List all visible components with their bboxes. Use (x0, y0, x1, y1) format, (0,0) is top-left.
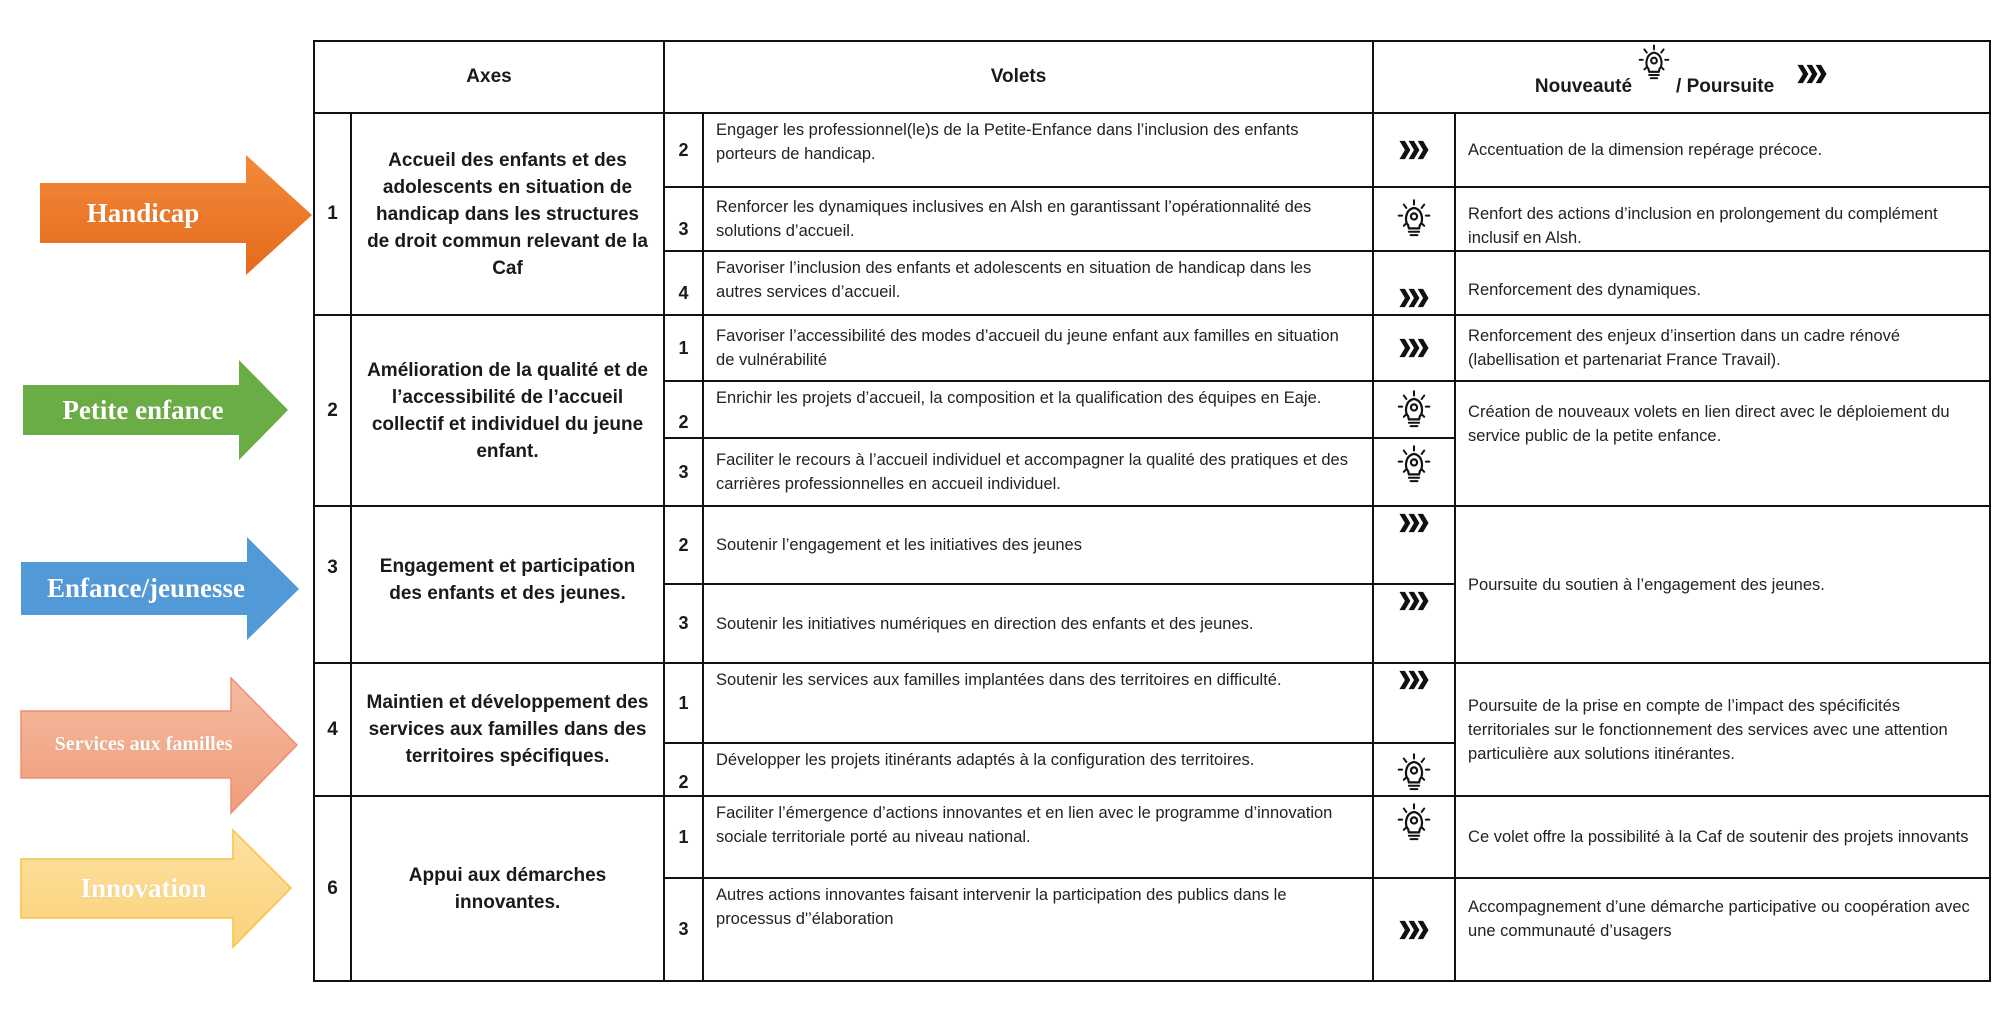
status-cell (1373, 251, 1455, 315)
comment: Renforcement des enjeux d’insertion dans un cadre rénové (labellisation et partenariat France Travail). (1455, 315, 1990, 381)
axe-number: 6 (314, 796, 351, 981)
volet-text: Soutenir l’engagement et les initiatives des jeunes (703, 506, 1373, 584)
arrow-enfance-jeunesse (21, 537, 299, 640)
header-volets: Volets (664, 41, 1373, 113)
axe-label: Appui aux démarches innovantes. (351, 796, 664, 981)
triple-chevron-icon (1398, 288, 1430, 308)
lightbulb-icon (1397, 390, 1431, 430)
triple-chevron-icon (1796, 64, 1828, 84)
arrow-handicap (40, 155, 312, 275)
volet-number: 3 (664, 187, 703, 251)
comment: Poursuite du soutien à l’engagement des jeunes. (1455, 506, 1990, 663)
lightbulb-icon (1397, 803, 1431, 843)
volet-text: Engager les professionnel(le)s de la Petite-Enfance dans l’inclusion des enfants porteurs de handicap. (703, 113, 1373, 187)
axe-label: Engagement et participation des enfants et des jeunes. (351, 506, 664, 663)
volet-number: 2 (664, 113, 703, 187)
arrow-innovation (21, 830, 291, 947)
comment: Renforcement des dynamiques. (1455, 251, 1990, 315)
volet-text: Soutenir les services aux familles implantées dans des territoires en difficulté. (703, 663, 1373, 743)
status-cell (1373, 878, 1455, 981)
table-row (314, 796, 1990, 878)
axe-number: 2 (314, 315, 351, 506)
axe-number: 3 (314, 506, 351, 663)
triple-chevron-icon (1398, 338, 1430, 358)
lightbulb-icon (1397, 753, 1431, 793)
header-nouveaute: Nouveauté (1534, 76, 1633, 97)
arrow-label: Enfance/jeunesse (47, 573, 245, 603)
volet-text: Favoriser l’accessibilité des modes d’accueil du jeune enfant aux familles en situation de vulnérabilité (703, 315, 1373, 381)
volet-text: Soutenir les initiatives numériques en direction des enfants et des jeunes. (703, 584, 1373, 663)
comment: Poursuite de la prise en compte de l’impact des spécificités territoriales sur le fonctionnement des services avec une attention particulière aux solutions itinérantes. (1455, 663, 1990, 796)
volet-text: Enrichir les projets d’accueil, la composition et la qualification des équipes en Eaje. (703, 381, 1373, 438)
status-cell (1373, 381, 1455, 438)
volet-text: Développer les projets itinérants adaptés à la configuration des territoires. (703, 743, 1373, 796)
status-cell (1373, 584, 1455, 663)
lightbulb-icon (1397, 199, 1431, 239)
axe-number: 1 (314, 113, 351, 315)
lightbulb-icon (1638, 44, 1670, 82)
status-cell (1373, 315, 1455, 381)
axe-label: Amélioration de la qualité et de l’accessibilité de l’accueil collectif et individuel du jeune enfant. (351, 315, 664, 506)
arrow-petite-enfance (23, 360, 288, 460)
triple-chevron-icon (1398, 513, 1430, 533)
volet-number: 1 (664, 796, 703, 878)
triple-chevron-icon (1398, 591, 1430, 611)
table-row (314, 506, 1990, 584)
triple-chevron-icon (1398, 920, 1430, 940)
arrow-label: Petite enfance (62, 394, 224, 425)
axe-label: Accueil des enfants et des adolescents en situation de handicap dans les structures de droit commun relevant de la Caf (351, 113, 664, 315)
table-row (314, 663, 1990, 743)
comment: Renfort des actions d’inclusion en prolongement du complément inclusif en Alsh. (1455, 187, 1990, 251)
volet-number: 3 (664, 584, 703, 663)
volet-number: 4 (664, 251, 703, 315)
lightbulb-icon (1397, 445, 1431, 485)
header-row (314, 41, 1990, 113)
status-cell (1373, 796, 1455, 878)
comment: Accompagnement d’une démarche participative ou coopération avec une communauté d’usagers (1455, 878, 1990, 981)
volet-text: Renforcer les dynamiques inclusives en Alsh en garantissant l’opérationnalité des solutions d’accueil. (703, 187, 1373, 251)
status-cell (1373, 438, 1455, 506)
status-cell (1373, 663, 1455, 743)
table-row (314, 113, 1990, 187)
arrow-label: Handicap (86, 197, 200, 228)
triple-chevron-icon (1398, 670, 1430, 690)
arrow-label: Services aux familles (54, 733, 233, 755)
status-cell (1373, 113, 1455, 187)
volet-number: 3 (664, 438, 703, 506)
axe-number: 4 (314, 663, 351, 796)
status-cell (1373, 187, 1455, 251)
volet-number: 1 (664, 663, 703, 743)
triple-chevron-icon (1398, 140, 1430, 160)
volet-text: Favoriser l’inclusion des enfants et adolescents en situation de handicap dans les autres services d’accueil. (703, 251, 1373, 315)
volet-number: 2 (664, 743, 703, 796)
header-axes: Axes (314, 41, 664, 113)
volet-number: 1 (664, 315, 703, 381)
volet-text: Autres actions innovantes faisant intervenir la participation des publics dans le processus d'’élaboration (703, 878, 1373, 981)
header-poursuite: / Poursuite (1676, 76, 1775, 97)
comment: Accentuation de la dimension repérage précoce. (1455, 113, 1990, 187)
volet-number: 2 (664, 381, 703, 438)
volet-text: Faciliter l’émergence d’actions innovantes et en lien avec le programme d’innovation sociale territoriale porté au niveau national. (703, 796, 1373, 878)
status-cell (1373, 506, 1455, 584)
programme-table (313, 40, 1991, 982)
arrow-services-familles (21, 678, 297, 813)
axe-label: Maintien et développement des services aux familles dans des territoires spécifiques. (351, 663, 664, 796)
volet-text: Faciliter le recours à l’accueil individuel et accompagner la qualité des pratiques et des carrières professionnelles en accueil individuel. (703, 438, 1373, 506)
table-row (314, 315, 1990, 381)
volet-number: 3 (664, 878, 703, 981)
header-nouveaute-poursuite (1373, 41, 1990, 113)
volet-number: 2 (664, 506, 703, 584)
comment: Ce volet offre la possibilité à la Caf de soutenir des projets innovants (1455, 796, 1990, 878)
comment: Création de nouveaux volets en lien direct avec le déploiement du service public de la petite enfance. (1455, 381, 1990, 506)
status-cell (1373, 743, 1455, 796)
arrow-label: Innovation (80, 873, 207, 903)
